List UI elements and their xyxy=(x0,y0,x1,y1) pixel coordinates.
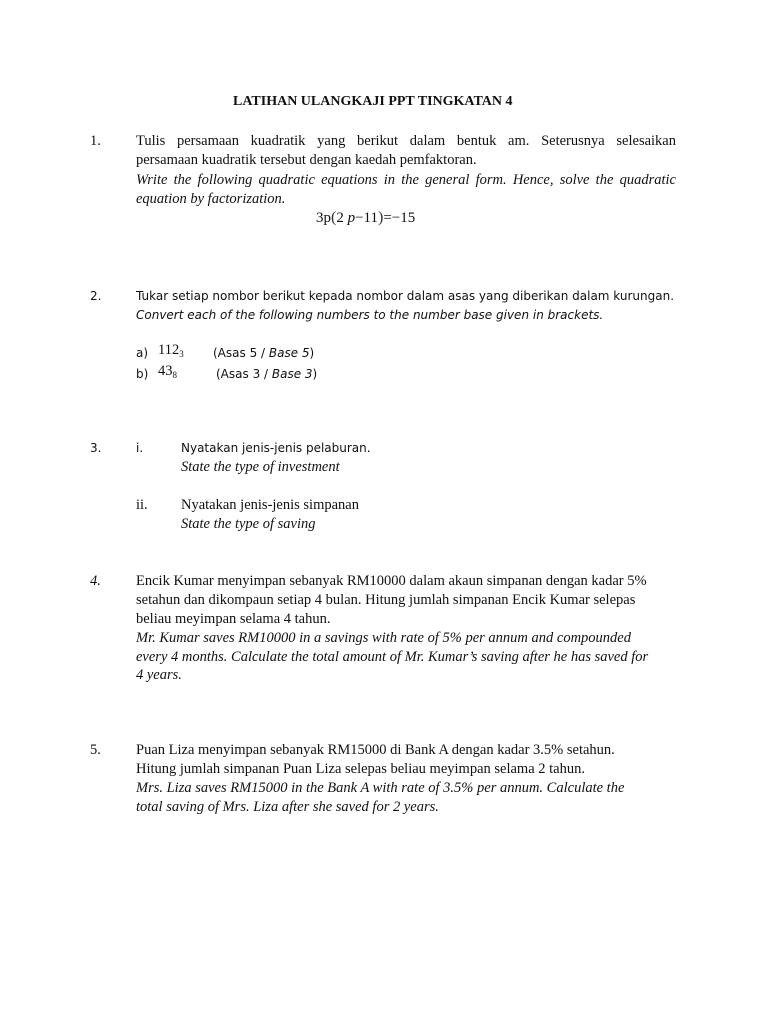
number-base: 8 xyxy=(172,370,177,380)
question-4-ms-line-1: Encik Kumar menyimpan sebanyak RM10000 dalam akaun simpanan dengan kadar 5% xyxy=(136,573,647,589)
question-2-item-a-bracket xyxy=(213,346,314,360)
question-5-ms-line-2: Hitung jumlah simpanan Puan Liza selepas beliau meyimpan selama 2 tahun. xyxy=(136,761,585,777)
question-5-ms-line-1: Puan Liza menyimpan sebanyak RM15000 di Bank A dengan kadar 3.5% setahun. xyxy=(136,742,615,758)
question-3-part-i-ms: Nyatakan jenis-jenis pelaburan. xyxy=(181,441,371,455)
question-4-number: 4. xyxy=(90,573,101,589)
bracket-close: ) xyxy=(309,346,315,360)
bracket-en: Base 5 xyxy=(268,346,310,360)
question-5-en-line-2: total saving of Mrs. Liza after she saved for 2 years. xyxy=(136,799,439,815)
page-title: LATIHAN ULANGKAJI PPT TINGKATAN 4 xyxy=(233,94,513,109)
equation-variable: p xyxy=(347,210,356,226)
question-2-number: 2. xyxy=(90,289,102,303)
quadratic-equation xyxy=(316,209,415,227)
bracket-ms: (Asas 3 / xyxy=(216,367,272,381)
equation-operator: − xyxy=(355,210,364,226)
question-1-en-line-1: Write the following quadratic equations in the general form. Hence, solve the quadratic xyxy=(136,172,676,188)
bracket-close: ) xyxy=(312,367,318,381)
question-2-en: Convert each of the following numbers to the number base given in brackets. xyxy=(136,308,604,322)
equation-open-paren: ( xyxy=(331,209,337,226)
question-5-number: 5. xyxy=(90,742,101,758)
number-base: 3 xyxy=(179,349,184,359)
question-1-ms-line-1: Tulis persamaan kuadratik yang berikut dalam bentuk am. Seterusnya selesaikan xyxy=(136,133,676,149)
question-2-ms: Tukar setiap nombor berikut kepada nombor dalam asas yang diberikan dalam kurungan. xyxy=(136,289,675,303)
question-5-en-line-1: Mrs. Liza saves RM15000 in the Bank A with rate of 3.5% per annum. Calculate the xyxy=(136,780,625,796)
equation-rhs: =−15 xyxy=(383,210,416,226)
equation-close-paren: ) xyxy=(378,209,384,226)
question-1-ms-line-2: persamaan kuadratik tersebut dengan kaedah pemfaktoran. xyxy=(136,152,477,168)
number-value: 112 xyxy=(158,342,180,358)
question-3-part-ii-label: ii. xyxy=(136,497,148,513)
equation-coefficient: 3p xyxy=(316,210,331,226)
question-2-item-a-label: a) xyxy=(136,346,149,360)
question-4-ms-line-3: beliau meyimpan selama 4 tahun. xyxy=(136,611,331,627)
bracket-ms: (Asas 5 / xyxy=(213,346,269,360)
equation-inner-b: 11 xyxy=(363,210,378,226)
question-4-en-line-3: 4 years. xyxy=(136,667,182,683)
question-2-item-a-number xyxy=(158,342,184,359)
question-3-part-i-label: i. xyxy=(136,441,144,455)
question-3-part-ii-en: State the type of saving xyxy=(181,516,316,532)
question-4-en-line-2: every 4 months. Calculate the total amount of Mr. Kumar’s saving after he has saved for xyxy=(136,649,649,665)
question-1-number: 1. xyxy=(90,133,101,149)
question-2-item-b-bracket xyxy=(216,367,317,381)
question-3-part-ii-ms: Nyatakan jenis-jenis simpanan xyxy=(181,497,359,513)
question-3-part-i-en: State the type of investment xyxy=(181,459,340,475)
question-2-item-b-label: b) xyxy=(136,367,149,381)
question-2-item-b-number xyxy=(158,363,177,380)
question-3-number: 3. xyxy=(90,441,102,455)
question-4-ms-line-2: setahun dan dikompaun setiap 4 bulan. Hitung jumlah simpanan Encik Kumar selepas xyxy=(136,592,636,608)
question-1-en-line-2: equation by factorization. xyxy=(136,191,286,207)
number-value: 43 xyxy=(158,363,173,379)
equation-inner-a: 2 xyxy=(336,210,344,226)
question-4-en-line-1: Mr. Kumar saves RM10000 in a savings with rate of 5% per annum and compounded xyxy=(136,630,631,646)
bracket-en: Base 3 xyxy=(271,367,313,381)
